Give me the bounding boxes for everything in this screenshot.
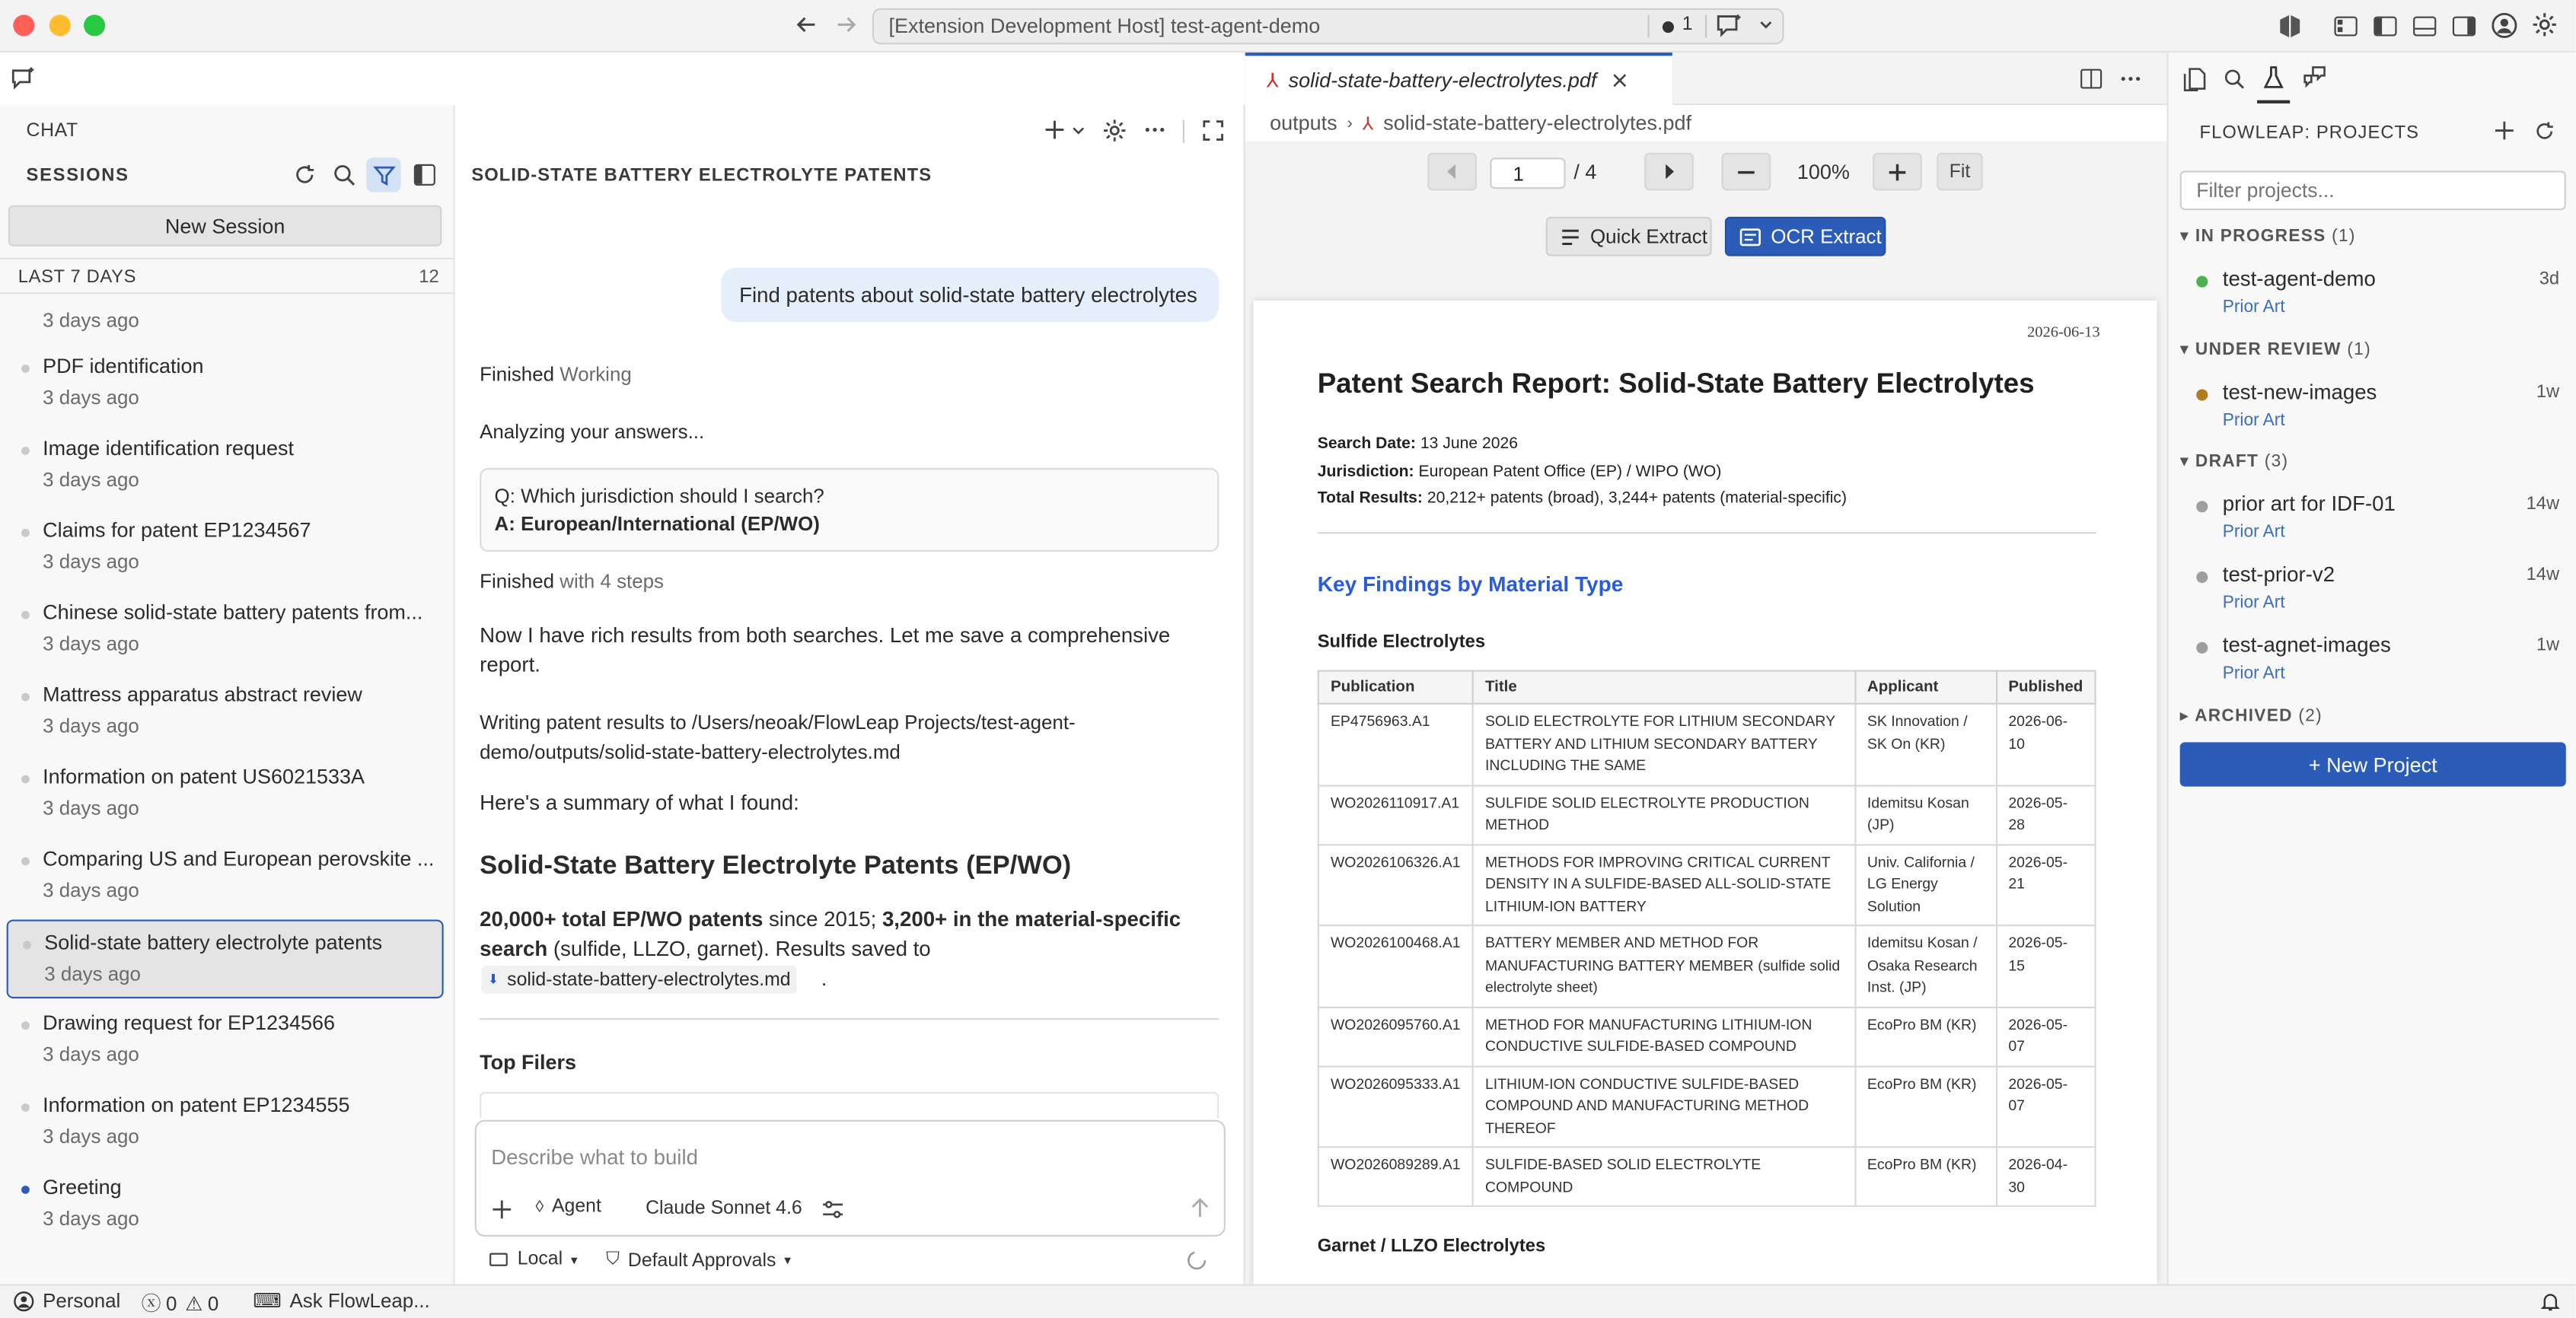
summary-text: (sulfide, LLZO, garnet). Results saved to — [547, 936, 931, 961]
meta-value: European Patent Office (EP) / WIPO (WO) — [1414, 462, 1722, 481]
table-cell-date: 2026-06-10 — [1996, 704, 2095, 785]
question-text: Q: Which jurisdiction should I search? — [494, 484, 824, 508]
active-tab-indicator — [2257, 100, 2290, 103]
filter-projects-input[interactable] — [2180, 170, 2566, 210]
table-header-cell: Applicant — [1855, 671, 1996, 704]
window-title: [Extension Development Host] test-agent-demo — [888, 14, 1321, 38]
table-cell-date: 2026-05-21 — [1996, 844, 2095, 925]
status-detail: Working — [560, 362, 632, 387]
status-label: Finished — [480, 362, 555, 387]
agent-label: Agent — [551, 1197, 601, 1218]
group-label: LAST 7 DAYS — [18, 267, 137, 288]
session-item[interactable] — [7, 1001, 444, 1081]
table-cell-applicant: EcoPro BM (KR) — [1855, 1007, 1996, 1066]
pdf-title: Patent Search Report: Solid-State Battery Electrolytes — [1317, 368, 2035, 400]
group-label: UNDER REVIEW — [2195, 339, 2342, 360]
session-dot-icon — [21, 365, 30, 373]
session-item[interactable] — [7, 345, 444, 424]
meta-label: Search Date: — [1317, 435, 1416, 454]
table-cell-pub: WO2026110917.A1 — [1318, 785, 1473, 845]
meta-value: 13 June 2026 — [1415, 435, 1519, 454]
projects-header: FLOWLEAP: PROJECTS — [2199, 123, 2420, 143]
send-arrow-icon[interactable] — [1189, 1197, 1210, 1218]
table-cell-applicant: SK Innovation / SK On (KR) — [1855, 704, 1996, 785]
new-project-button[interactable]: + New Project — [2180, 742, 2566, 786]
project-name: test-new-images — [2222, 379, 2377, 404]
table-row — [1318, 1066, 2096, 1148]
session-item[interactable] — [7, 1084, 444, 1163]
loading-spinner-icon — [1186, 1250, 1207, 1271]
refresh-icon[interactable] — [292, 163, 317, 187]
maximize-icon[interactable] — [1203, 120, 1224, 142]
warning-icon: ⚠ — [185, 1291, 203, 1315]
project-item[interactable] — [2190, 562, 2560, 621]
status-dot-icon — [2196, 501, 2208, 512]
next-page-button[interactable] — [1644, 153, 1694, 191]
ocr-extract-button[interactable] — [1725, 217, 1886, 256]
session-dot-icon — [21, 1103, 30, 1112]
filter-icon[interactable] — [366, 158, 400, 192]
file-chip-label: solid-state-battery-electrolytes.md — [507, 969, 791, 990]
table-cell-pub: WO2026089289.A1 — [1318, 1147, 1473, 1206]
divider — [480, 1018, 1219, 1020]
sessions-header: SESSIONS — [26, 165, 129, 186]
tab-pdf[interactable] — [1245, 53, 1672, 105]
project-name: test-agent-demo — [2222, 266, 2376, 291]
table-cell-applicant: Idemitsu Kosan (JP) — [1855, 785, 1996, 845]
caret-right-icon: ▸ — [2179, 705, 2195, 726]
quick-extract-label: Quick Extract — [1589, 224, 1707, 248]
model-picker[interactable]: Claude Sonnet 4.6 — [646, 1199, 802, 1219]
monitor-icon — [489, 1253, 508, 1266]
top-filers-heading: Top Filers — [480, 1051, 577, 1074]
project-item[interactable] — [2190, 632, 2560, 692]
status-finished-working — [480, 360, 632, 390]
chat-panel — [455, 105, 1245, 1284]
group-label: ARCHIVED — [2195, 705, 2293, 726]
table-cell-pub: WO2026106326.A1 — [1318, 844, 1473, 925]
summary-intro: Here's a summary of what I found: — [480, 789, 799, 815]
session-date: 3 days ago — [43, 878, 139, 902]
dirty-dot-icon — [1663, 21, 1674, 33]
partial-session-date: 3 days ago — [43, 308, 139, 332]
write-status-text: Writing patent results to /Users/neoak/FlowLeap Projects/test-agent-demo/outputs/solid-state-battery-electrolytes.md — [480, 711, 1076, 764]
file-chip[interactable] — [481, 966, 797, 994]
session-date: 3 days ago — [43, 796, 139, 820]
title-bar — [0, 0, 2576, 53]
group-under-review[interactable] — [2180, 340, 2371, 360]
account-status[interactable] — [13, 1289, 120, 1312]
add-icon[interactable] — [1043, 118, 1066, 141]
caret-down-icon: ▾ — [2179, 451, 2195, 472]
lines-icon — [1561, 228, 1580, 246]
chevron-down-icon: ▾ — [784, 1253, 791, 1268]
files-icon[interactable] — [2183, 67, 2206, 91]
close-window-button[interactable] — [13, 14, 34, 36]
table-cell-pub: WO2026095760.A1 — [1318, 1007, 1473, 1066]
chat-header-label: CHAT — [26, 121, 78, 142]
answer-text: A: European/International (EP/WO) — [494, 512, 820, 536]
approvals-dropdown[interactable] — [606, 1250, 791, 1271]
chevron-down-icon[interactable] — [1758, 17, 1774, 33]
panel-layout-icon[interactable] — [413, 163, 437, 187]
project-item[interactable] — [2190, 266, 2560, 326]
period: . — [821, 967, 827, 991]
status-bar — [0, 1285, 2576, 1318]
search-icon[interactable] — [2223, 67, 2246, 90]
session-title: Image identification request — [43, 437, 295, 460]
caret-down-icon: ▾ — [2179, 226, 2195, 247]
divider — [1705, 14, 1707, 37]
ask-label: Ask FlowLeap... — [289, 1289, 430, 1313]
session-dot-icon — [21, 693, 30, 702]
session-item[interactable] — [7, 919, 444, 998]
session-item[interactable] — [7, 838, 444, 917]
session-dot-icon — [21, 775, 30, 784]
comments-icon[interactable] — [2301, 65, 2328, 90]
project-age: 14w — [2526, 565, 2560, 585]
zoom-out-button[interactable] — [1722, 153, 1771, 191]
table-cell-applicant: EcoPro BM (KR) — [1855, 1066, 1996, 1148]
maximize-window-button[interactable] — [84, 14, 105, 36]
meta-label: Total Results: — [1317, 489, 1423, 508]
session-date: 3 days ago — [43, 714, 139, 737]
table-cell-title: SOLID ELECTROLYTE FOR LITHIUM SECONDARY BATTERY AND LITHIUM SECONDARY BATTERY INCLUDING THE SAME — [1473, 704, 1855, 785]
layout-icon[interactable] — [2332, 13, 2359, 40]
notifications-bell-icon[interactable] — [2539, 1291, 2561, 1312]
split-editor-icon[interactable] — [2080, 67, 2103, 90]
meta-value: 20,212+ patents (broad), 3,244+ patents (material-specific) — [1422, 489, 1848, 508]
refresh-icon[interactable] — [2533, 120, 2556, 143]
chevron-right-icon: › — [1347, 113, 1353, 132]
new-session-button[interactable]: New Session — [8, 205, 442, 247]
key-findings-heading: Key Findings by Material Type — [1317, 571, 1624, 597]
session-title: Mattress apparatus abstract review — [43, 683, 362, 706]
table-cell-date: 2026-05-07 — [1996, 1007, 2095, 1066]
group-draft[interactable] — [2180, 451, 2289, 471]
table-cell-pub: EP4756963.A1 — [1318, 704, 1473, 785]
qa-card — [480, 468, 1219, 552]
project-type: Prior Art — [2222, 297, 2285, 317]
more-actions-icon[interactable] — [1143, 118, 1166, 141]
chat-title: SOLID-STATE BATTERY ELECTROLYTE PATENTS — [471, 165, 933, 186]
table-cell-date: 2026-05-07 — [1996, 1066, 2095, 1148]
table-row — [1318, 1007, 2096, 1066]
session-dot-icon — [21, 611, 30, 619]
command-center[interactable] — [872, 8, 1784, 44]
breadcrumb-folder[interactable]: outputs — [1270, 111, 1337, 135]
user-message-bubble: Find patents about solid-state battery electrolytes — [721, 268, 1219, 322]
chat-input-box — [475, 1120, 1226, 1237]
session-dot-icon — [21, 1021, 30, 1030]
divider — [0, 292, 454, 294]
group-count: (3) — [2264, 451, 2289, 472]
session-date: 3 days ago — [43, 468, 139, 492]
session-title: Solid-state battery electrolyte patents — [44, 931, 383, 954]
table-cell-title: BATTERY MEMBER AND METHOD FOR MANUFACTURING BATTERY MEMBER (sulfide solid electrolyte sheet) — [1473, 925, 1855, 1007]
shield-icon: ⛉ — [606, 1250, 620, 1270]
settings-gear-icon[interactable] — [2531, 11, 2558, 38]
response-paragraph: Now I have rich results from both searches. Let me save a comprehensive report. — [480, 622, 1171, 677]
ocr-extract-label: OCR Extract — [1771, 224, 1882, 248]
status-label: Finished — [480, 569, 555, 594]
project-age: 1w — [2536, 382, 2560, 403]
local-label: Local — [517, 1250, 563, 1270]
divider — [0, 258, 454, 259]
page-number-input[interactable]: 1 — [1490, 158, 1565, 189]
pdf-file-icon: ⅄ — [1266, 68, 1279, 92]
chat-icon: ⌨ — [253, 1289, 282, 1313]
summary-bold: 3,200+ in the material-specific search — [480, 906, 1181, 961]
summary-bold: 20,000+ total EP/WO patents — [480, 906, 764, 931]
download-icon: ⬇ — [487, 972, 499, 987]
session-title: Information on patent EP1234555 — [43, 1094, 350, 1117]
project-name: test-prior-v2 — [2222, 562, 2335, 587]
project-type: Prior Art — [2222, 522, 2285, 543]
toggle-primary-sidebar-icon[interactable] — [2372, 13, 2399, 40]
table-cell-pub: WO2026095333.A1 — [1318, 1066, 1473, 1148]
table-header-cell: Title — [1473, 671, 1855, 704]
group-archived[interactable] — [2180, 706, 2323, 726]
status-finished-steps — [480, 567, 664, 597]
chat-sessions-icon[interactable] — [10, 65, 37, 92]
prev-page-button[interactable] — [1427, 153, 1477, 191]
pdf-file-icon: ⅄ — [1362, 113, 1374, 134]
extension-icon[interactable] — [2277, 13, 2303, 40]
table-cell-title: METHODS FOR IMPROVING CRITICAL CURRENT DENSITY IN A SULFIDE-BASED ALL-SOLID-STATE LITHIUM-ION BATTERY — [1473, 844, 1855, 925]
session-title: Claims for patent EP1234567 — [43, 518, 311, 543]
fit-button[interactable]: Fit — [1937, 153, 1982, 191]
table-header-cell: Published — [1996, 671, 2095, 704]
scan-icon — [1739, 228, 1761, 246]
summary-paragraph — [480, 905, 1203, 964]
table-row — [1318, 704, 2096, 785]
group-label: DRAFT — [2195, 451, 2259, 472]
group-in-progress[interactable] — [2180, 227, 2356, 247]
page-total: / 4 — [1573, 161, 1597, 184]
session-item[interactable] — [7, 427, 444, 506]
status-dot-icon — [2196, 642, 2208, 654]
table-cell-applicant: Idemitsu Kosan / Osaka Research Inst. (JP) — [1855, 925, 1996, 1007]
project-name: test-agnet-images — [2222, 632, 2391, 657]
pdf-page — [1254, 301, 2157, 1286]
toggle-secondary-sidebar-icon[interactable] — [2451, 13, 2478, 40]
session-date: 3 days ago — [43, 1207, 139, 1230]
add-icon[interactable] — [2494, 120, 2515, 142]
zoom-level: 100% — [1797, 161, 1850, 184]
minimize-window-button[interactable] — [49, 14, 71, 36]
pdf-date: 2026-06-13 — [2026, 325, 2100, 342]
session-item[interactable] — [7, 591, 444, 670]
tab-label: solid-state-battery-electrolytes.pdf — [1288, 68, 1597, 92]
divider — [1183, 120, 1184, 143]
table-cell-title: SULFIDE SOLID ELECTROLYTE PRODUCTION METHOD — [1473, 785, 1855, 845]
approvals-label: Default Approvals — [627, 1250, 776, 1271]
account-icon — [13, 1290, 34, 1311]
toggle-panel-icon[interactable] — [2412, 13, 2438, 40]
status-dot-icon — [2196, 276, 2208, 288]
session-title: Drawing request for EP1234566 — [43, 1011, 335, 1035]
project-type: Prior Art — [2222, 593, 2285, 613]
project-item[interactable] — [2190, 379, 2560, 438]
chat-icon[interactable] — [1715, 13, 1745, 37]
patents-table — [1318, 670, 2096, 1207]
more-actions-icon[interactable] — [2119, 67, 2142, 90]
analyzing-text: Analyzing your answers... — [480, 420, 705, 444]
session-title: Comparing US and European perovskite ... — [43, 847, 435, 871]
group-count: 12 — [419, 267, 439, 288]
tools-sliders-icon[interactable] — [821, 1199, 844, 1220]
account-label: Personal — [43, 1289, 121, 1313]
error-icon: ⓧ — [141, 1292, 161, 1316]
session-dot-icon — [21, 447, 30, 455]
table-row — [1318, 1147, 2096, 1206]
settings-gear-icon[interactable] — [1102, 118, 1127, 142]
chevron-down-icon: ▾ — [570, 1252, 578, 1267]
session-dot-icon — [21, 857, 30, 865]
garnet-heading: Garnet / LLZO Electrolytes — [1317, 1236, 1546, 1256]
session-title: Information on patent US6021533A — [43, 765, 365, 788]
session-item[interactable] — [7, 509, 444, 588]
session-item[interactable] — [7, 1166, 444, 1245]
breadcrumb — [1245, 105, 2167, 141]
group-count: (2) — [2298, 705, 2323, 726]
zoom-in-button[interactable] — [1873, 153, 1922, 191]
session-date: 3 days ago — [43, 632, 139, 656]
chevron-down-icon[interactable] — [1071, 123, 1086, 138]
session-date: 3 days ago — [43, 549, 139, 574]
status-detail: with 4 steps — [560, 569, 665, 594]
session-dot-icon — [23, 941, 31, 950]
session-title: PDF identification — [43, 355, 204, 378]
meta-label: Jurisdiction: — [1317, 462, 1414, 481]
session-item[interactable] — [7, 673, 444, 753]
quick-extract-button[interactable] — [1546, 217, 1712, 256]
session-title: Greeting — [43, 1176, 122, 1199]
forward-arrow-icon[interactable] — [834, 13, 857, 36]
table-row — [1318, 785, 2096, 845]
status-dot-icon — [2196, 389, 2208, 400]
error-count: 0 — [165, 1291, 177, 1315]
group-count: (1) — [2332, 226, 2356, 247]
table-stub — [480, 1092, 1219, 1119]
summary-text: since 2015; — [763, 906, 882, 931]
project-name: prior art for IDF-01 — [2222, 491, 2396, 516]
group-count: (1) — [2347, 339, 2371, 360]
table-cell-title: METHOD FOR MANUFACTURING LITHIUM-ION CONDUCTIVE SULFIDE-BASED COMPOUND — [1473, 1007, 1855, 1066]
ask-flowleap[interactable] — [253, 1289, 429, 1312]
close-icon[interactable] — [1612, 72, 1628, 89]
account-icon[interactable] — [2491, 11, 2519, 40]
problems-status[interactable] — [142, 1289, 219, 1317]
session-dot-icon — [21, 529, 30, 537]
table-row — [1318, 925, 2096, 1007]
activity-strip — [0, 53, 455, 105]
status-dot-icon — [2196, 571, 2208, 583]
attach-add-icon[interactable] — [491, 1199, 512, 1220]
agent-icon: ◊ — [535, 1198, 544, 1216]
project-type: Prior Art — [2222, 410, 2285, 431]
table-row — [1318, 844, 2096, 925]
table-cell-applicant: Univ. California / LG Energy Solution — [1855, 844, 1996, 925]
warning-count: 0 — [207, 1291, 219, 1315]
table-cell-title: SULFIDE-BASED SOLID ELECTROLYTE COMPOUND — [1473, 1147, 1855, 1206]
caret-down-icon: ▾ — [2179, 339, 2195, 360]
table-cell-applicant: EcoPro BM (KR) — [1855, 1147, 1996, 1206]
project-age: 1w — [2536, 635, 2560, 656]
project-age: 14w — [2526, 494, 2560, 514]
session-dot-icon — [21, 1186, 30, 1194]
flask-icon[interactable] — [2262, 65, 2285, 90]
table-header-cell: Publication — [1318, 671, 1473, 704]
session-date: 3 days ago — [43, 386, 139, 409]
table-cell-date: 2026-05-15 — [1996, 925, 2095, 1007]
divider — [1647, 14, 1649, 37]
summary-heading: Solid-State Battery Electrolyte Patents (EP/WO) — [480, 852, 1072, 880]
session-date: 3 days ago — [44, 962, 141, 985]
sulfide-heading: Sulfide Electrolytes — [1317, 632, 1486, 652]
pdf-meta — [1318, 432, 1847, 514]
badge-count: 1 — [1682, 14, 1693, 35]
chat-input[interactable]: Describe what to build — [491, 1144, 698, 1170]
group-label: IN PROGRESS — [2195, 226, 2326, 247]
local-target-dropdown[interactable] — [489, 1250, 577, 1269]
back-arrow-icon[interactable] — [795, 13, 818, 36]
table-cell-date: 2026-05-28 — [1996, 785, 2095, 845]
table-cell-date: 2026-04-30 — [1996, 1147, 2095, 1206]
session-date: 3 days ago — [43, 1043, 139, 1066]
session-title: Chinese solid-state battery patents from... — [43, 600, 423, 625]
sessions-sidebar — [0, 105, 455, 1284]
agent-mode-button[interactable] — [536, 1197, 601, 1217]
project-item[interactable] — [2190, 491, 2560, 550]
breadcrumb-file[interactable]: solid-state-battery-electrolytes.pdf — [1383, 111, 1692, 135]
session-item[interactable] — [7, 756, 444, 835]
table-cell-title: LITHIUM-ION CONDUCTIVE SULFIDE-BASED COMPOUND AND MANUFACTURING METHOD THEREOF — [1473, 1066, 1855, 1148]
search-icon[interactable] — [332, 163, 356, 187]
project-age: 3d — [2539, 269, 2560, 289]
divider — [1318, 532, 2096, 533]
table-cell-pub: WO2026100468.A1 — [1318, 925, 1473, 1007]
project-type: Prior Art — [2222, 663, 2285, 683]
session-date: 3 days ago — [43, 1125, 139, 1148]
